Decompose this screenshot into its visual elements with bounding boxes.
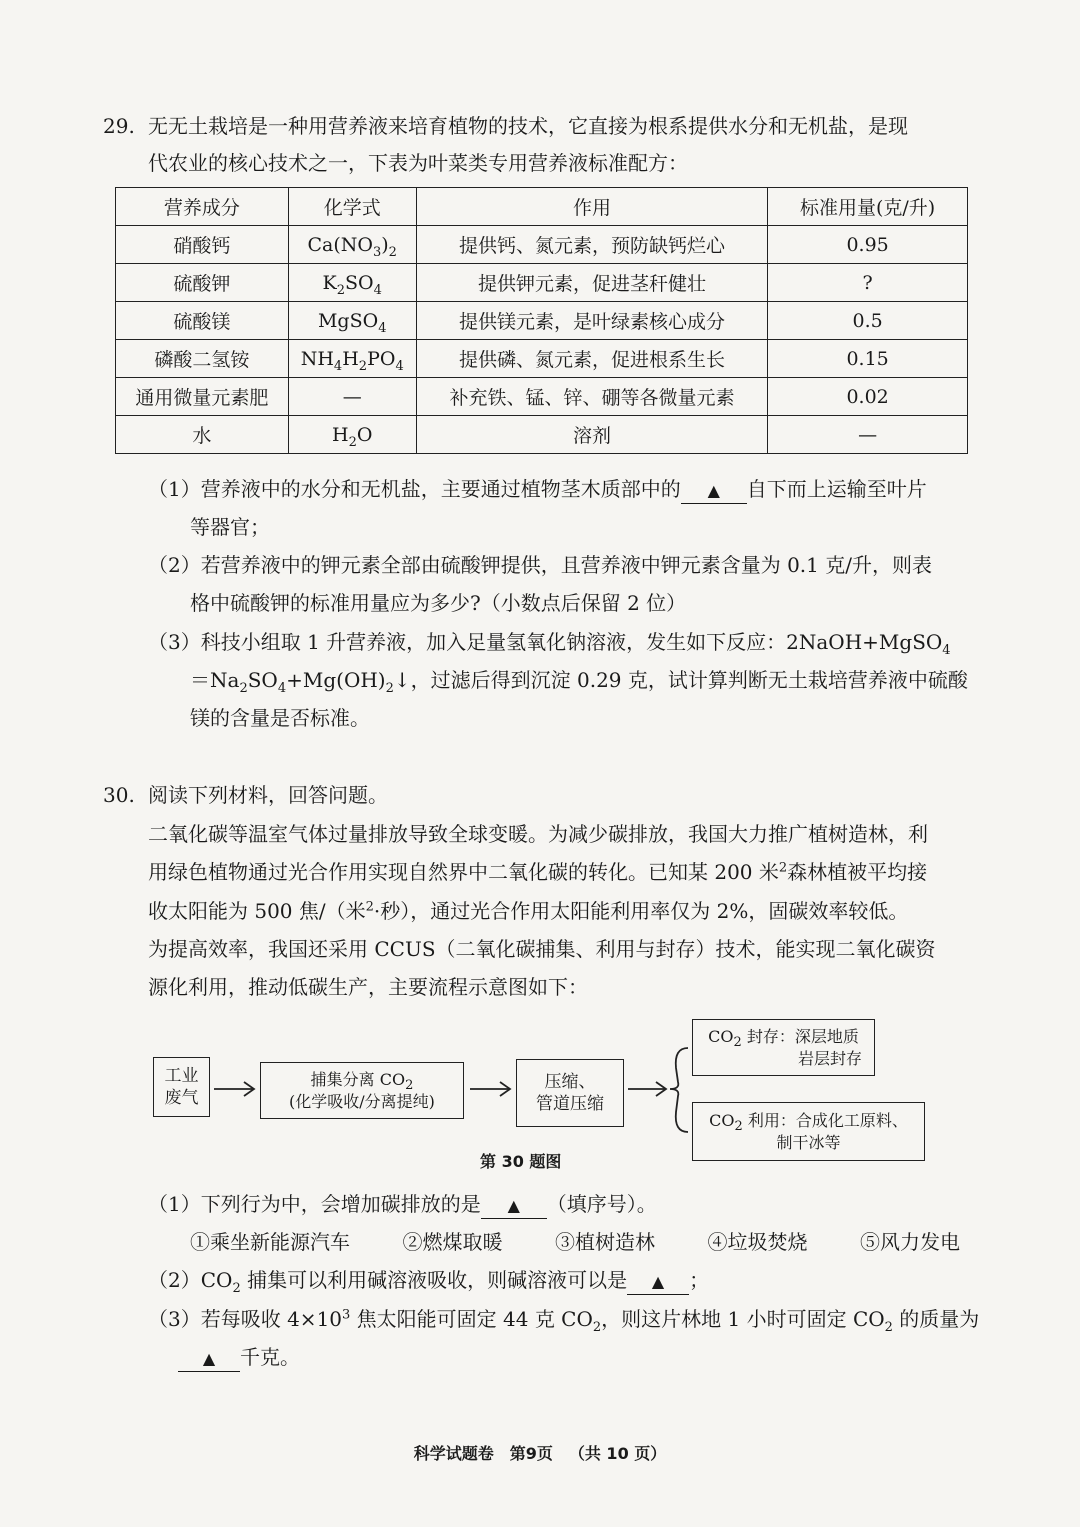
cell-formula: $K_2SO_4$ [288, 264, 416, 302]
q30-paragraph-line4: 为提高效率，我国还采用 CCUS（二氧化碳捕集、利用与封存）技术，能实现二氧化碳资 [148, 937, 936, 961]
cell-role: 补充铁、锰、锌、硼等各微量元素 [416, 378, 768, 416]
option-item: ①乘坐新能源汽车 [190, 1230, 350, 1254]
q30-number: 30. [103, 783, 135, 807]
q29-sub1-text-b: 自下而上运输至叶片 [746, 477, 927, 501]
option-item: ②燃煤取暖 [402, 1230, 503, 1254]
q30-sub2-text-a: $(2)CO_2$ 捕集可以利用碱溶液吸收，则碱溶液可以是 [148, 1268, 628, 1296]
triangle-icon: ▲ [707, 481, 720, 500]
box-text: 岩层封存 [797, 1048, 862, 1068]
q30-paragraph-line1: 二氧化碳等温室气体过量排放导致全球变暖。为减少碳排放，我国大力推广植树造林，利 [148, 822, 928, 846]
diagram-caption: 第 30 题图 [480, 1152, 562, 1171]
cell-formula: $H_2O$ [288, 416, 416, 454]
cell-formula: $NH_4H_2PO_4$ [288, 340, 416, 378]
q30-paragraph-line5: 源化利用，推动低碳生产，主要流程示意图如下： [148, 975, 588, 999]
q29-sub2-line2: 格中硫酸钾的标准用量应为多少?（小数点后保留 2 位） [190, 591, 687, 615]
option-item: ⑤风力发电 [860, 1230, 960, 1254]
q29-number: 29. [103, 114, 135, 138]
triangle-icon: ▲ [651, 1272, 665, 1291]
q29-sub3-line2: $=Na_2SO_4+Mg(OH)_2↓$，过滤后得到沉淀 0.29 克，试计算判断无土栽培营养液中硫酸 [190, 668, 968, 696]
q30-sub1-text-a: （1）下列行为中，会增加碳排放的是 [148, 1192, 481, 1216]
q30-paragraph-line3: 收太阳能为 500 焦/（米$^2$·秒），通过光合作用太阳能利用率仅为 2%，固碳效率较低。 [148, 899, 909, 923]
q30-title: 阅读下列材料，回答问题。 [148, 783, 388, 807]
q30-sub1-line1 [148, 1190, 657, 1219]
q29-sub3-line1: （3）科技小组取 1 升营养液，加入足量氢氧化钠溶液，发生如下反应：2NaOH+MgSO$_4$ [148, 630, 951, 658]
box-text: 捕集分离 $CO_2$ [310, 1069, 414, 1093]
cell-role: 提供镁元素，是叶绿素核心成分 [416, 302, 768, 340]
brace [670, 1048, 688, 1132]
table-header-cell: 化学式 [288, 188, 416, 226]
q30-paragraph-line2: 用绿色植物通过光合作用实现自然界中二氧化碳的转化。已知某 200 米$^2$森林植被平均接 [148, 860, 928, 884]
q29-intro-line1: 无无土栽培是一种用营养液来培育植物的技术，它直接为根系提供水分和无机盐，是现 [148, 114, 908, 138]
answer-blank[interactable] [627, 1268, 689, 1295]
footer-page: 第9页 [509, 1444, 553, 1463]
option-item: ④垃圾焚烧 [707, 1230, 808, 1254]
q29-sub2-line1: （2）若营养液中的钾元素全部由硫酸钾提供，且营养液中钾元素含量为 0.1 克/升，则表 [148, 553, 932, 577]
q30-sub2-line [148, 1266, 709, 1295]
cell-role: 溶剂 [416, 416, 768, 454]
answer-blank[interactable] [481, 1192, 547, 1219]
box-text: 制干冰等 [776, 1132, 841, 1152]
answer-blank[interactable] [178, 1345, 240, 1372]
q29-intro-line2: 代农业的核心技术之一，下表为叶菜类专用营养液标准配方： [148, 151, 688, 175]
cell-amount: 0.95 [768, 226, 968, 264]
box-text: 废气 [164, 1088, 199, 1108]
cell-amount: 0.15 [768, 340, 968, 378]
footer-subject: 科学试题卷 [413, 1444, 494, 1463]
cell-name: 硫酸镁 [116, 302, 289, 340]
cell-amount: 0.5 [768, 302, 968, 340]
cell-name: 通用微量元素肥 [116, 378, 289, 416]
box-text: 管道压缩 [536, 1094, 604, 1114]
triangle-icon: ▲ [507, 1196, 520, 1215]
box-text: 压缩、 [544, 1072, 596, 1092]
option-item: ③植树造林 [555, 1230, 655, 1254]
cell-formula: MgSO$_4$ [288, 302, 416, 340]
table-header-cell: 作用 [416, 188, 768, 226]
footer-total: （共 10 页） [568, 1444, 667, 1463]
box-text: $CO_2$ 利用：合成化工原料、 [709, 1110, 908, 1134]
cell-amount: — [768, 416, 968, 454]
cell-role: 提供磷、氮元素，促进根系生长 [416, 340, 768, 378]
cell-name: 磷酸二氢铵 [116, 340, 289, 378]
q29-sub1-text-a: （1）营养液中的水分和无机盐，主要通过植物茎木质部中的 [148, 477, 681, 501]
cell-amount: ? [768, 264, 968, 302]
cell-formula: $Ca(NO_3)_2$ [288, 226, 416, 264]
q30-sub3-line2 [178, 1343, 300, 1372]
table-header-cell: 营养成分 [116, 188, 289, 226]
cell-amount: 0.02 [768, 378, 968, 416]
cell-role: 提供钙、氮元素，预防缺钙烂心 [416, 226, 768, 264]
cell-role: 提供钾元素，促进茎秆健壮 [416, 264, 768, 302]
page-footer [0, 1441, 1080, 1464]
triangle-icon: ▲ [202, 1349, 216, 1368]
cell-name: 硝酸钙 [116, 226, 289, 264]
cell-name: 水 [116, 416, 289, 454]
box-text: 工业 [164, 1066, 199, 1086]
q30-sub3-line1: （3）若每吸收 $4\times 10^3$ 焦太阳能可固定 44 克 $CO_2$，则这片林地 1 小时可固定 $CO_2$ 的质量为 [148, 1307, 980, 1335]
q30-sub1-text-b: （填序号）。 [546, 1192, 657, 1216]
cell-name: 硫酸钾 [116, 264, 289, 302]
q29-sub1-line2: 等器官； [190, 515, 270, 539]
box-text: $CO_2$ 封存：深层地质 [708, 1026, 859, 1050]
q30-options [190, 1228, 960, 1256]
table-header-cell: 标准用量(克/升) [768, 188, 968, 226]
q29-sub3-line3: 镁的含量是否标准。 [190, 706, 370, 730]
q30-sub3-text-b: 千克。 [240, 1345, 300, 1369]
cell-formula: — [288, 378, 416, 416]
box-text: (化学吸收/分离提纯) [289, 1091, 435, 1111]
q30-sub2-text-b: ； [689, 1268, 710, 1292]
